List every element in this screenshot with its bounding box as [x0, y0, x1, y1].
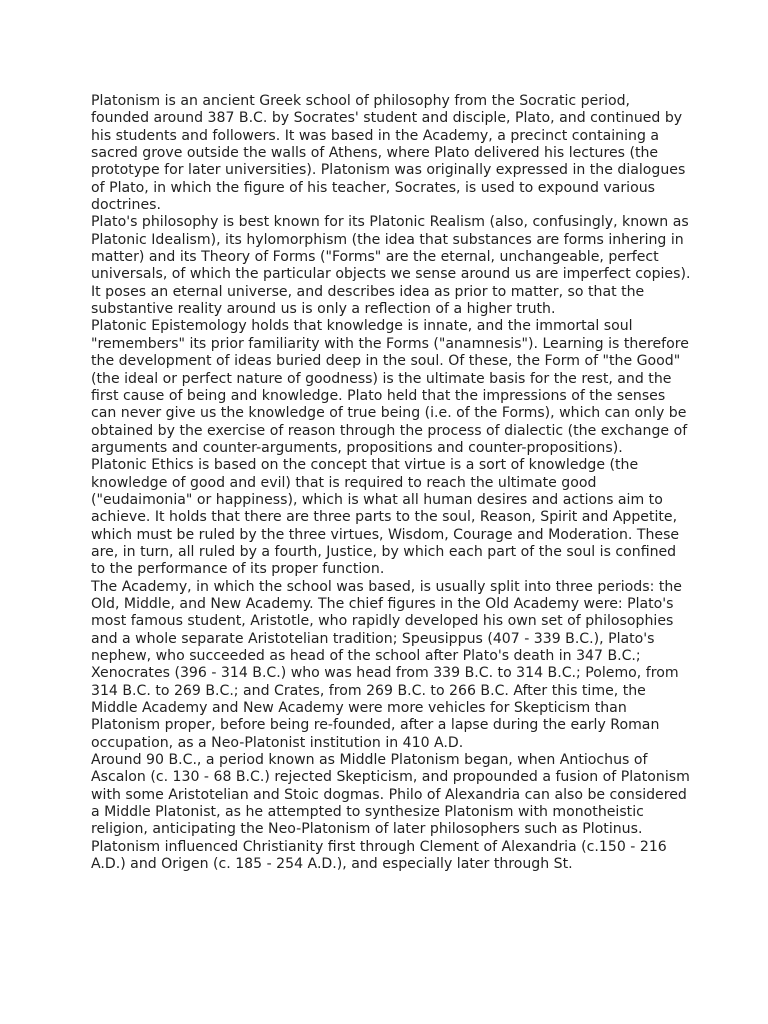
- document-page: [91, 93, 691, 873]
- paragraph-platonic-realism: Plato's philosophy is best known for its Platonic Realism (also, confusingly, known as Platonic Idealism), its hylomorphism (the idea that substances are forms inhering in matter) and its Theory of Forms ("Forms" are the eternal, unchangeable, perfect universals, of which the particular objects we sense around us are imperfect copies). It poses an eternal universe, and describes idea as prior to matter, so that the substantive reality around us is only a reflection of a higher truth.: [91, 214, 691, 318]
- paragraph-platonic-ethics: Platonic Ethics is based on the concept that virtue is a sort of knowledge (the knowledge of good and evil) that is required to reach the ultimate good ("eudaimonia" or happiness), which is what all human desires and actions aim to achieve. It holds that there are three parts to the soul, Reason, Spirit and Appetite, which must be ruled by the three virtues, Wisdom, Courage and Moderation. These are, in turn, all ruled by a fourth, Justice, by which each part of the soul is confined to the performance of its proper function.: [91, 457, 680, 578]
- paragraph-platonism-intro: Platonism is an ancient Greek school of philosophy from the Socratic period, founded around 387 B.C. by Socrates' student and disciple, Plato, and continued by his students and followers. It was based in the Academy, a precinct containing a sacred grove outside the walls of Athens, where Plato delivered his lectures (the prototype for later universities). Platonism was originally expressed in the dialogues of Plato, in which the figure of his teacher, Socrates, is used to expound various doctrines.: [91, 93, 686, 214]
- paragraph-middle-platonism: Around 90 B.C., a period known as Middle Platonism began, when Antiochus of Ascalon (c. 130 - 68 B.C.) rejected Skepticism, and propounded a fusion of Platonism with some Aristotelian and Stoic dogmas. Philo of Alexandria can also be considered a Middle Platonist, as he attempted to synthesize Platonism with monotheistic religion, anticipating the Neo-Platonism of later philosophers such as Plotinus.: [91, 752, 690, 838]
- paragraph-the-academy: The Academy, in which the school was based, is usually split into three periods: the Old, Middle, and New Academy. The chief figures in the Old Academy were: Plato's most famous student, Aristotle, who rapidly developed his own set of philosophies and a whole separate Aristotelian tradition; Speusippus (407 - 339 B.C.), Plato's nephew, who succeeded as head of the school after Plato's death in 347 B.C.; Xenocrates (396 - 314 B.C.) who was head from 339 B.C. to 314 B.C.; Polemo, from 314 B.C. to 269 B.C.; and Crates, from 269 B.C. to 266 B.C. After this time, the Middle Academy and New Academy were more vehicles for Skepticism than Platonism proper, before being re-founded, after a lapse during the early Roman occupation, as a Neo-Platonist institution in 410 A.D.: [91, 578, 682, 751]
- paragraph-platonic-epistemology: Platonic Epistemology holds that knowledge is innate, and the immortal soul "remembers" its prior familiarity with the Forms ("anamnesis"). Learning is therefore the development of ideas buried deep in the soul. Of these, the Form of "the Good" (the ideal or perfect nature of goodness) is the ultimate basis for the rest, and the first cause of being and knowledge. Plato held that the impressions of the senses can never give us the knowledge of true being (i.e. of the Forms), which can only be obtained by the exercise of reason through the process of dialectic (the exchange of arguments and counter-arguments, propositions and counter-propositions).: [91, 318, 689, 456]
- paragraph-christianity-influence: Platonism influenced Christianity first through Clement of Alexandria (c.150 - 216 A.D.) and Origen (c. 185 - 254 A.D.), and especially later through St.: [91, 838, 667, 873]
